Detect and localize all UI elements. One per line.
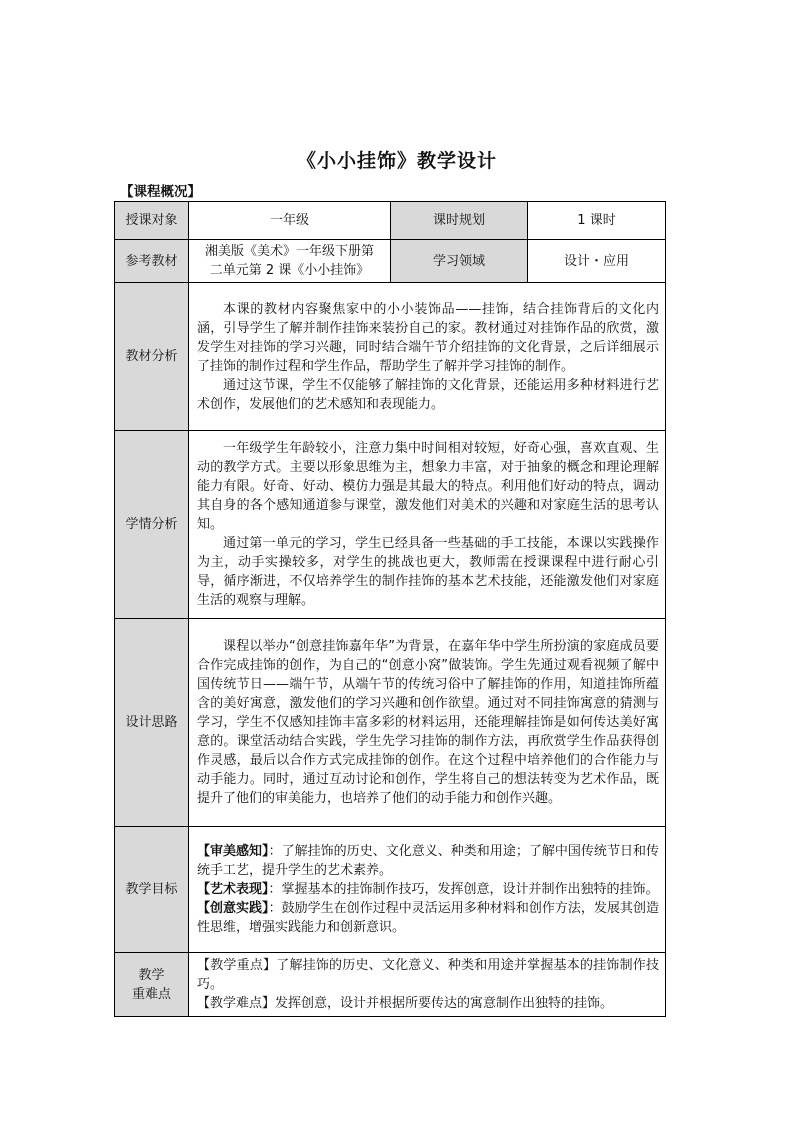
keypoint-item — [197, 956, 659, 994]
label-textbook: 参考教材 — [115, 240, 189, 283]
goal-tag: 【创意实践】 — [197, 901, 269, 916]
row-audience — [115, 202, 666, 240]
goal-tag: 【艺术表现】 — [197, 882, 269, 897]
label-keypoints — [115, 953, 189, 1017]
row-keypoints — [115, 953, 666, 1017]
students-paragraph-2: 通过第一单元的学习，学生已经具备一些基础的手工技能，本课以实践操作为主，动手实操较多，对学生的挑战也更大，教师需在授课课程中进行耐心引导，循序渐进，不仅培养学生的制作挂饰的基本艺术技能，还能激发他们对家庭生活的观察与理解。 — [197, 536, 659, 608]
goal-tag: 【审美感知】 — [197, 844, 269, 859]
design-content — [189, 619, 666, 827]
section-label: 【课程概况】 — [120, 184, 201, 200]
course-overview-table — [114, 201, 666, 1017]
materials-content — [189, 283, 666, 431]
value-audience: 一年级 — [189, 202, 391, 240]
design-paragraph-1: 课程以举办“创意挂饰嘉年华”为背景，在嘉年华中学生所扮演的家庭成员要合作完成挂饰的创作，为自己的“创意小窝”做装饰。学生先通过观看视频了解中国传统节日——端午节，从端午节的传统习俗中了解挂饰的作用，知道挂饰所蕴含的美好寓意，激发他们的学习兴趣和创作欲望。通过对不同挂饰寓意的猜测与学习，学生不仅感知挂饰丰富多彩的材料运用，还能理解挂饰是如何传达美好寓意的。课堂活动结合实践，学生先学习挂饰的制作方法，再欣赏学生作品获得创作灵感，最后以合作方式完成挂饰的创作。在这个过程中培养他们的合作能力与动手能力。同时，通过互动讨论和创作，学生将自己的想法转变为艺术作品，既提升了他们的审美能力，也培养了他们的动手能力和创作兴趣。 — [197, 639, 659, 806]
row-materials — [115, 283, 666, 431]
page-title: 《小小挂饰》教学设计 — [296, 150, 497, 172]
keypoints-label-line-1: 教学 — [138, 967, 165, 983]
textbook-line-2: 二单元第 2 课《小小挂饰》 — [209, 263, 370, 278]
materials-paragraph-1: 本课的教材内容聚焦家中的小小装饰品——挂饰，结合挂饰背后的文化内涵，引导学生了解并制作挂饰来装扮自己的家。教材通过对挂饰作品的欣赏，激发学生对挂饰的学习兴趣，同时结合端午节介绍挂饰的文化背景，之后详细展示了挂饰的制作过程和学生作品，帮助学生了解并学习挂饰的制作。 — [197, 301, 659, 374]
label-audience: 授课对象 — [115, 202, 189, 240]
row-students — [115, 431, 666, 619]
row-goals — [115, 827, 666, 953]
goals-content — [189, 827, 666, 953]
keypoint-item — [197, 994, 659, 1013]
textbook-line-1: 湘美版《美术》一年级下册第 — [204, 244, 374, 259]
goal-text: ：鼓励学生在创作过程中灵活运用多种材料和创作方法，发展其创造性思维，增强实践能力和创新意识。 — [197, 901, 659, 935]
keypoints-label-line-2: 重难点 — [131, 986, 171, 1002]
value-periods: 1 课时 — [528, 202, 666, 240]
label-design: 设计思路 — [115, 619, 189, 827]
keypoint-tag: 【教学难点】 — [197, 996, 276, 1011]
materials-paragraph-2: 通过这节课，学生不仅能够了解挂饰的文化背景，还能运用多种材料进行艺术创作，发展他们的艺术感知和表现能力。 — [197, 377, 659, 412]
students-content — [189, 431, 666, 619]
keypoint-text: 发挥创意，设计并根据所要传达的寓意制作出独特的挂饰。 — [275, 996, 614, 1011]
label-students: 学情分析 — [115, 431, 189, 619]
label-periods: 课时规划 — [391, 202, 528, 240]
value-textbook — [189, 240, 391, 283]
label-goals: 教学目标 — [115, 827, 189, 953]
row-design — [115, 619, 666, 827]
students-paragraph-1: 一年级学生年龄较小，注意力集中时间相对较短，好奇心强，喜欢直观、生动的教学方式。主要以形象思维为主，想象力丰富，对于抽象的概念和理论理解能力有限。好奇、好动、模仿力强是其最大的特点。利用他们好动的特点，调动其自身的各个感知通道参与课堂，激发他们对美术的兴趣和对家庭生活的思考认知。 — [197, 441, 659, 532]
label-materials: 教材分析 — [115, 283, 189, 431]
value-domain: 设计・应用 — [528, 240, 666, 283]
row-textbook — [115, 240, 666, 283]
keypoint-tag: 【教学重点】 — [197, 958, 277, 973]
goal-text: ：掌握基本的挂饰制作技巧，发挥创意，设计并制作出独特的挂饰。 — [268, 882, 659, 897]
goal-item — [197, 880, 659, 899]
goal-text: ：了解挂饰的历史、文化意义、种类和用途；了解中国传统节日和传统手工艺，提升学生的艺术素养。 — [197, 844, 659, 878]
goal-item — [197, 842, 659, 880]
goal-item — [197, 899, 659, 937]
label-domain: 学习领域 — [391, 240, 528, 283]
keypoint-text: 了解挂饰的历史、文化意义、种类和用途并掌握基本的挂饰制作技巧。 — [197, 958, 659, 992]
keypoints-content — [189, 953, 666, 1017]
